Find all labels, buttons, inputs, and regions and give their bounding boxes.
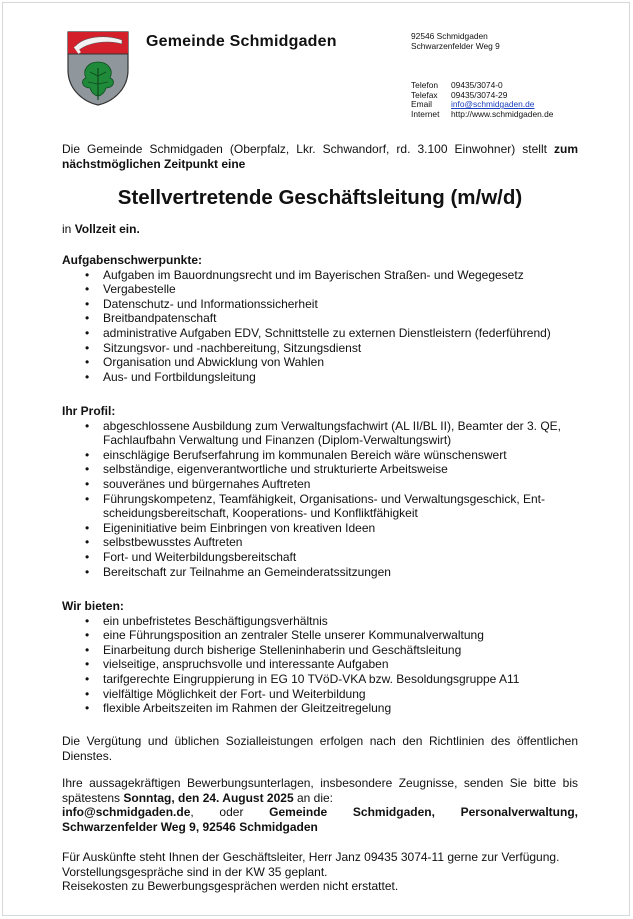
list-item: • vielfältige Möglichkeit der Fort- und Weiterbildung [62, 687, 578, 702]
email-link[interactable]: info@schmidgaden.de [451, 99, 535, 110]
contact-value: 09435/3074-29 [451, 89, 508, 100]
list-item: • Führungskompetenz, Teamfähigkeit, Organisations- und Verwaltungsgeschick, Ent-scheidungsbereitschaft, Kooperations- und Konfliktfähigkeit [62, 492, 578, 521]
deadline: Sonntag, den 24. August 2025 [123, 790, 294, 805]
contact-value: http://www.schmidgaden.de [451, 108, 554, 119]
intro-text: Die Gemeinde Schmidgaden (Oberpfalz, Lkr. Schwandorf, rd. 3.100 Einwohner) stellt [62, 142, 554, 156]
municipality-name: Gemeinde Schmidgaden [146, 33, 337, 50]
employment-bold: Vollzeit ein. [74, 222, 140, 236]
bullet-list [62, 268, 578, 385]
compensation-paragraph: Die Vergütung und üblichen Sozialleistungen erfolgen nach den Richtlinien des öffentlichen Dienstes. [62, 734, 578, 763]
list-item: • Bereitschaft zur Teilnahme an Gemeinderatssitzungen [62, 565, 578, 580]
list-item: • tarifgerechte Eingruppierung in EG 10 TVöD-VKA bzw. Besoldungsgruppe A11 [62, 672, 578, 687]
list-item: • Sitzungsvor- und -nachbereitung, Sitzungsdienst [62, 341, 578, 356]
application-text: Ihre aussagekräftigen Bewerbungsunterlagen, insbesondere Zeugnisse, senden Sie bitte bis spätestens [62, 776, 578, 805]
address-line-2: Schwarzenfelder Weg 9 [411, 41, 500, 51]
list-item: • abgeschlossene Ausbildung zum Verwaltungsfachwirt (AL II/BL II), Beamter der 3. QE, Fachlaufbahn Verwaltung und Finanzen (Diplom-Verwaltungswirt) [62, 419, 578, 448]
bullet-list [62, 419, 578, 580]
employment-prefix: in [62, 222, 75, 236]
list-item: • ein unbefristetes Beschäftigungsverhältnis [62, 614, 578, 629]
list-item: • Fort- und Weiterbildungsbereitschaft [62, 550, 578, 565]
application-text-2: an die: [293, 790, 334, 805]
intro-paragraph [62, 142, 578, 171]
application-paragraph [62, 776, 578, 834]
list-item: • Breitbandpatenschaft [62, 311, 578, 326]
list-item: • Organisation und Abwicklung von Wahlen [62, 355, 578, 370]
application-address: Gemeinde Schmidgaden, Personalverwaltung, Schwarzenfelder Weg 9, 92546 Schmidgaden [62, 805, 578, 834]
list-item: • selbständige, eigenverantwortliche und strukturierte Arbeitsweise [62, 462, 578, 477]
contact-label: Internet [411, 108, 440, 119]
section-heading: Ihr Profil: [62, 404, 116, 418]
info-line: Für Auskünfte steht Ihnen der Geschäftsleiter, Herr Janz 09435 3074-11 gerne zur Verfügung. [62, 850, 560, 864]
address-line-1: 92546 Schmidgaden [411, 31, 488, 41]
info-line: Reisekosten zu Bewerbungsgesprächen werden nicht erstattet. [62, 879, 399, 894]
contact-label: Email [411, 99, 432, 110]
list-item: • administrative Aufgaben EDV, Schnittstelle zu externen Dienstleistern (federführend) [62, 326, 578, 341]
list-item: • Eigeninitiative beim Einbringen von kreativen Ideen [62, 521, 578, 536]
application-email: info@schmidgaden.de [62, 805, 191, 820]
list-item: • eine Führungsposition an zentraler Stelle unserer Kommunalverwaltung [62, 628, 578, 643]
employment-type [62, 222, 578, 237]
list-item: • flexible Arbeitszeiten im Rahmen der Gleitzeitregelung [62, 701, 578, 716]
info-line: Vorstellungsgespräche sind in der KW 35 geplant. [62, 864, 328, 879]
contact-label: Telefax [411, 89, 438, 100]
list-item: • Datenschutz- und Informationssicherheit [62, 297, 578, 312]
section-heading: Wir bieten: [62, 599, 124, 613]
section-offer [62, 599, 578, 716]
application-or: , oder [190, 805, 270, 820]
contact-table [411, 81, 553, 119]
list-item: • Aufgaben im Bauordnungsrecht und im Bayerischen Straßen- und Wegegesetz [62, 268, 578, 283]
list-item: • vielseitige, anspruchsvolle und interessante Aufgaben [62, 657, 578, 672]
list-item: • selbstbewusstes Auftreten [62, 535, 578, 550]
list-item: • Einarbeitung durch bisherige Stelleninhaberin und Geschäftsleitung [62, 643, 578, 658]
info-paragraph [62, 850, 578, 894]
contact-block [411, 31, 553, 119]
intro-bold: zum nächstmöglichen Zeitpunkt eine [62, 142, 578, 171]
section-heading: Aufgabenschwerpunkte: [62, 253, 203, 267]
list-item: • souveränes und bürgernahes Auftreten [62, 477, 578, 492]
list-item: • Vergabestelle [62, 282, 578, 297]
job-title: Stellvertretende Geschäftsleitung (m/w/d) [117, 186, 523, 209]
bullet-list [62, 614, 578, 716]
contact-label: Telefon [411, 80, 439, 90]
section-tasks [62, 253, 578, 384]
coat-of-arms-icon [66, 30, 130, 106]
contact-value: 09435/3074-0 [451, 80, 503, 90]
list-item: • Aus- und Fortbildungsleitung [62, 370, 578, 385]
section-profile [62, 404, 578, 579]
list-item: • einschlägige Berufserfahrung im kommunalen Bereich wäre wünschenswert [62, 448, 578, 463]
